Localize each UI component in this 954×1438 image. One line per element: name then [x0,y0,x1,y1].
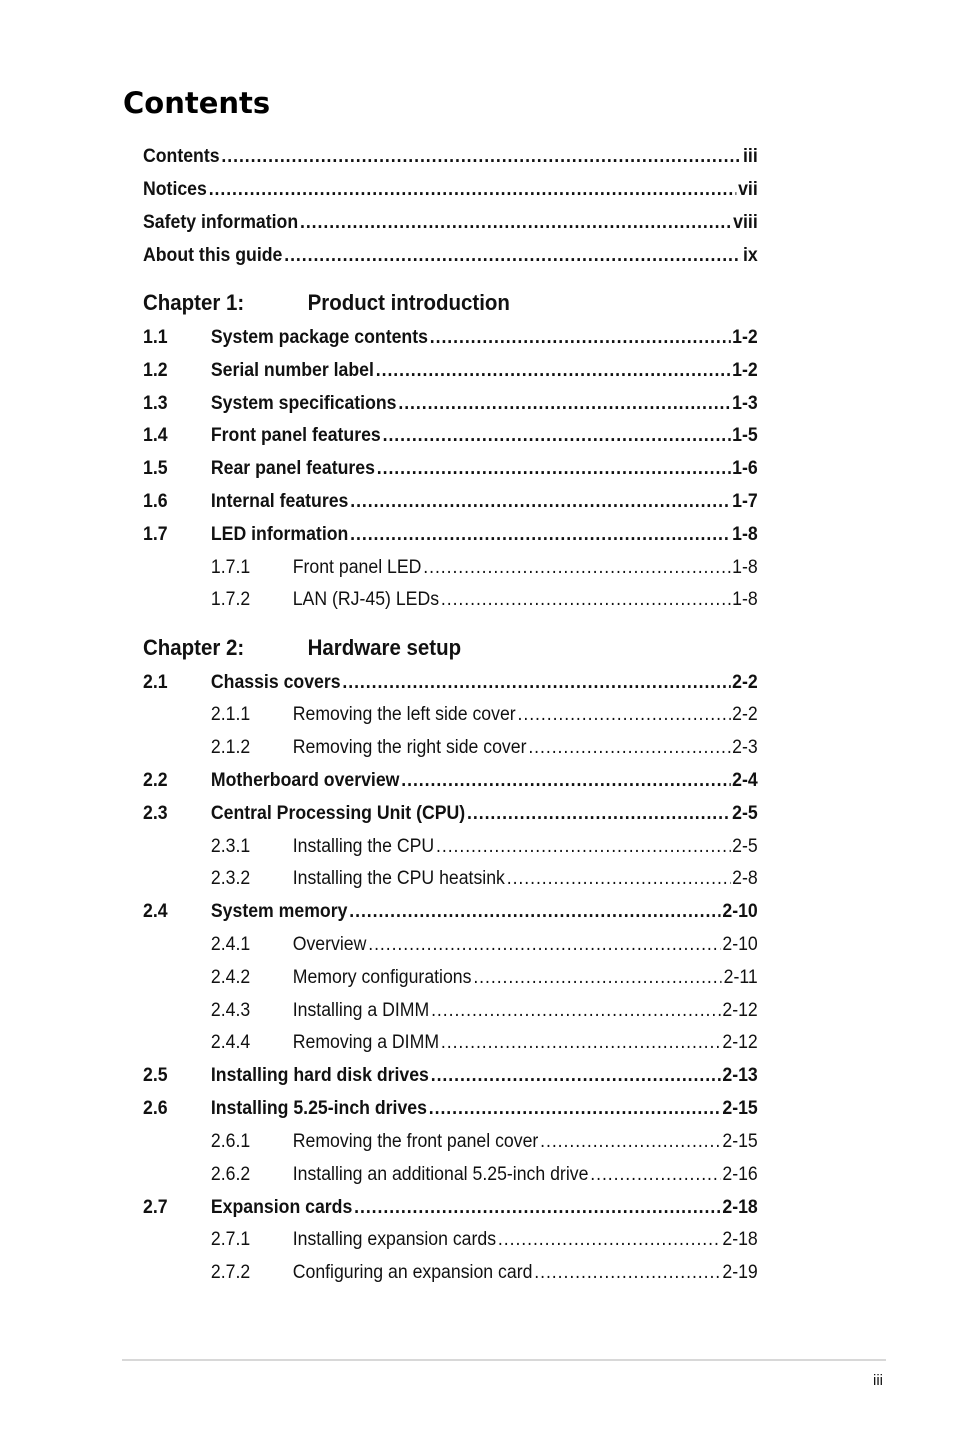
toc-leader-dots [429,1097,721,1121]
toc-entry-page: 2-2 [732,704,758,725]
toc-front-entry[interactable] [143,178,758,202]
toc-entry-label: Installing an additional 5.25-inch drive [292,1164,589,1185]
toc-entry-label: Central Processing Unit (CPU) [210,803,466,824]
toc-entry-label: Overview [292,934,367,955]
toc-entry-page: 1-7 [732,491,758,512]
toc-entry-number: 1.5 [143,458,168,479]
toc-leader-dots [284,244,741,268]
toc-subsection-entry[interactable] [143,966,758,990]
toc-leader-dots [350,490,730,514]
toc-entry-number: 1.7 [143,524,168,545]
toc-entry-label: Installing expansion cards [292,1229,497,1250]
toc-entry-label: Removing the front panel cover [292,1131,539,1152]
toc-section-entry[interactable] [143,424,758,448]
toc-entry-number: 2.4.1 [210,934,251,955]
toc-entry-label: Expansion cards [210,1197,353,1218]
toc-entry-page: 2-3 [732,737,758,758]
toc-leader-dots [540,1130,720,1154]
toc-section-entry[interactable] [143,359,758,383]
toc-entry-number: 1.7.1 [210,557,251,578]
toc-section-entry[interactable] [143,457,758,481]
toc-section-entry[interactable] [143,392,758,416]
toc-leader-dots [534,1261,720,1285]
toc-entry-page: 2-5 [732,836,758,857]
toc-entry-label: Installing a DIMM [292,1000,430,1021]
chapter-label: Chapter 1: [143,290,245,315]
toc-leader-dots [350,523,730,547]
toc-entry-page: 2-2 [732,672,758,693]
toc-entry-number: 2.7 [143,1197,168,1218]
toc-entry-label: Serial number label [210,360,374,381]
toc-entry-label: Front panel features [210,425,381,446]
toc-entry-page: 2-5 [732,803,758,824]
toc-leader-dots [376,359,731,383]
toc-entry-number: 1.7.2 [210,589,251,610]
toc-leader-dots [431,1064,721,1088]
toc-entry-page: 1-8 [732,589,758,610]
toc-entry-page: 1-2 [732,360,758,381]
toc-leader-dots [383,424,731,448]
toc-entry-number: 2.1.2 [210,737,251,758]
toc-leader-dots [300,211,731,235]
toc-subsection-entry[interactable] [143,999,758,1023]
toc-leader-dots [368,933,720,957]
toc-leader-dots [528,736,730,760]
footer-page-number: iii [873,1372,883,1389]
toc-section-entry[interactable] [143,326,758,350]
toc-entry-label: Configuring an expansion card [292,1262,533,1283]
toc-leader-dots [498,1228,721,1252]
toc-entry-number: 2.4.2 [210,967,251,988]
toc-section-entry[interactable] [143,802,758,826]
toc-entry-number: 2.7.1 [210,1229,251,1250]
toc-subsection-entry[interactable] [143,1163,758,1187]
toc-entry-page: 2-10 [722,901,758,922]
chapter-label: Chapter 2: [143,635,245,660]
toc-leader-dots [349,900,720,924]
toc-entry-page: 2-18 [722,1229,758,1250]
toc-section-entry[interactable] [143,523,758,547]
toc-entry-label: Removing a DIMM [292,1032,440,1053]
toc-subsection-entry[interactable] [143,588,758,612]
toc-section-entry[interactable] [143,671,758,695]
chapter-title: Product introduction [307,290,510,315]
toc-entry-number: 2.1 [143,672,168,693]
toc-leader-dots [398,392,730,416]
toc-entry-label: Installing hard disk drives [210,1065,429,1086]
toc-entry-label: Rear panel features [210,458,375,479]
toc-leader-dots [507,867,731,891]
toc-subsection-entry[interactable] [143,556,758,580]
toc-entry-number: 2.6.1 [210,1131,251,1152]
toc-entry-page: 2-11 [723,967,758,988]
toc-entry-label: Installing the CPU [292,836,435,857]
toc-entry-page: 2-19 [722,1262,758,1283]
toc-entry-page: 2-4 [732,770,758,791]
toc-leader-dots [473,966,721,990]
footer-divider [122,1359,886,1361]
toc-leader-dots [342,671,730,695]
toc-subsection-entry[interactable] [143,1228,758,1252]
toc-section-entry[interactable] [143,490,758,514]
toc-entry-number: 2.4.3 [210,1000,251,1021]
toc-entry-page: 2-18 [722,1197,758,1218]
toc-entry-number: 2.1.1 [210,704,251,725]
toc-entry-number: 2.3.1 [210,836,251,857]
toc-entry-number: 1.4 [143,425,168,446]
toc-entry-page: ix [742,245,758,266]
toc-entry-label: LAN (RJ-45) LEDs [292,589,440,610]
toc-section-entry[interactable] [143,900,758,924]
toc-subsection-entry[interactable] [143,736,758,760]
toc-entry-number: 2.4 [143,901,168,922]
toc-entry-label: System package contents [210,327,428,348]
toc-entry-page: 2-15 [722,1098,758,1119]
toc-entry-label: Safety information [143,212,299,233]
toc-front-entry[interactable] [143,211,758,235]
chapter-heading [143,290,510,316]
toc-entry-page: 2-13 [722,1065,758,1086]
toc-leader-dots [436,835,730,859]
toc-front-entry[interactable] [143,244,758,268]
toc-entry-label: Motherboard overview [210,770,400,791]
toc-entry-label: Front panel LED [292,557,422,578]
toc-front-entry[interactable] [143,145,758,169]
toc-entry-number: 1.6 [143,491,168,512]
toc-entry-number: 2.7.2 [210,1262,251,1283]
toc-entry-number: 2.3 [143,803,168,824]
toc-section-entry[interactable] [143,1097,758,1121]
toc-entry-page: iii [742,146,758,167]
toc-entry-page: 1-3 [732,393,758,414]
toc-section-entry[interactable] [143,1064,758,1088]
toc-entry-page: 1-6 [732,458,758,479]
toc-leader-dots [590,1163,720,1187]
toc-subsection-entry[interactable] [143,867,758,891]
toc-entry-label: Installing 5.25-inch drives [210,1098,427,1119]
toc-entry-page: viii [733,212,758,233]
toc-entry-page: 1-8 [732,557,758,578]
toc-subsection-entry[interactable] [143,835,758,859]
toc-subsection-entry[interactable] [143,933,758,957]
toc-entry-label: Installing the CPU heatsink [292,868,505,889]
toc-leader-dots [441,1031,721,1055]
toc-entry-number: 2.2 [143,770,168,791]
toc-entry-number: 2.6.2 [210,1164,251,1185]
toc-entry-label: LED information [210,524,349,545]
toc-leader-dots [221,145,741,169]
toc-entry-label: System specifications [210,393,397,414]
toc-leader-dots [377,457,731,481]
toc-entry-label: Memory configurations [292,967,472,988]
toc-leader-dots [423,556,730,580]
toc-leader-dots [441,588,730,612]
toc-entry-page: 2-16 [722,1164,758,1185]
toc-entry-page: 1-5 [732,425,758,446]
toc-entry-number: 2.3.2 [210,868,251,889]
toc-section-entry[interactable] [143,1196,758,1220]
toc-leader-dots [430,326,731,350]
toc-entry-page: 2-10 [722,934,758,955]
toc-entry-page: vii [738,179,758,200]
toc-leader-dots [401,769,730,793]
toc-entry-page: 2-8 [732,868,758,889]
toc-leader-dots [209,178,737,202]
toc-leader-dots [467,802,730,826]
toc-entry-page: 2-12 [722,1032,758,1053]
toc-entry-number: 1.2 [143,360,168,381]
toc-entry-label: Chassis covers [210,672,341,693]
toc-subsection-entry[interactable] [143,1130,758,1154]
chapter-heading [143,635,462,661]
toc-leader-dots [518,703,731,727]
toc-entry-label: Removing the left side cover [292,704,516,725]
toc-leader-dots [431,999,720,1023]
toc-entry-label: Removing the right side cover [292,737,527,758]
toc-subsection-entry[interactable] [143,1261,758,1285]
toc-section-entry[interactable] [143,769,758,793]
toc-entry-page: 1-8 [732,524,758,545]
toc-entry-label: Contents [143,146,220,167]
toc-entry-label: About this guide [143,245,283,266]
toc-entry-label: System memory [210,901,348,922]
toc-entry-label: Internal features [210,491,349,512]
chapter-title: Hardware setup [307,635,462,660]
toc-entry-label: Notices [143,179,207,200]
toc-entry-number: 2.6 [143,1098,168,1119]
toc-entry-page: 1-2 [732,327,758,348]
toc-entry-page: 2-15 [722,1131,758,1152]
toc-entry-number: 2.4.4 [210,1032,251,1053]
toc-entry-number: 1.1 [143,327,168,348]
toc-entry-number: 1.3 [143,393,168,414]
toc-entry-number: 2.5 [143,1065,168,1086]
toc-subsection-entry[interactable] [143,703,758,727]
toc-leader-dots [354,1196,720,1220]
toc-subsection-entry[interactable] [143,1031,758,1055]
toc-entry-page: 2-12 [722,1000,758,1021]
page-title: Contents [123,86,271,120]
